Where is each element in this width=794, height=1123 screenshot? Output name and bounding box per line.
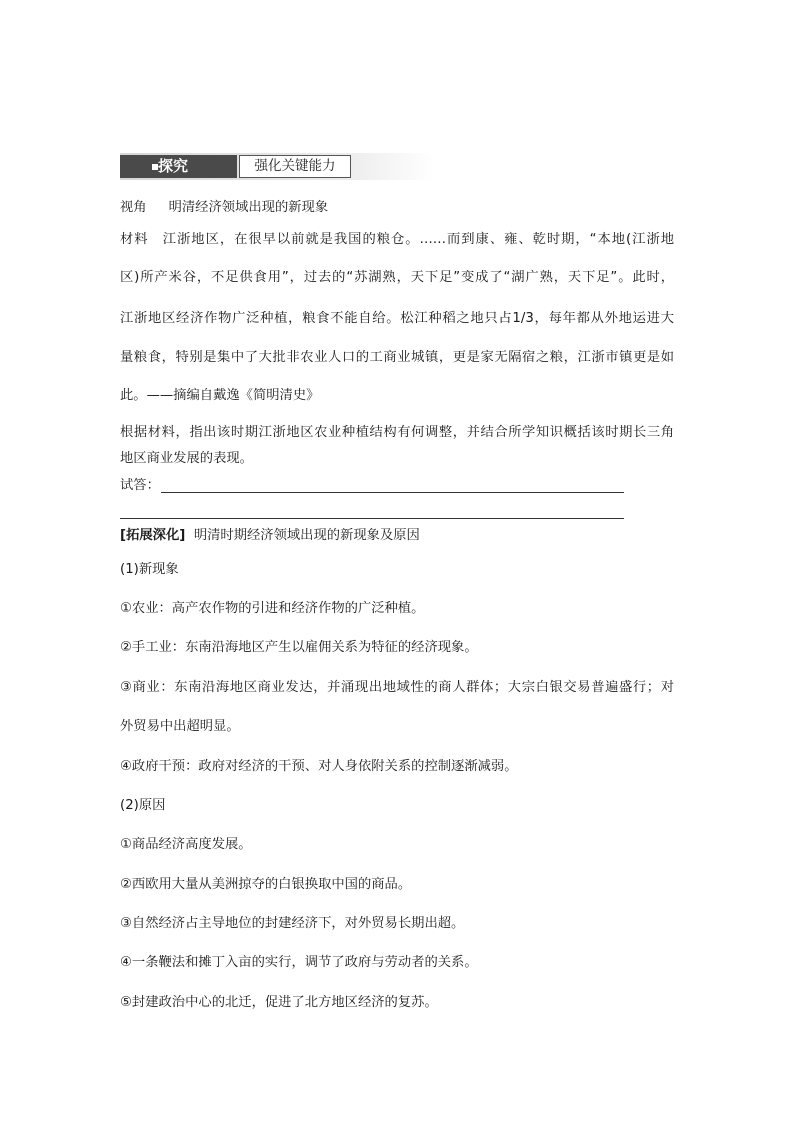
list-item: ③自然经济占主导地位的封建经济下，对外贸易长期出超。 xyxy=(120,916,465,931)
material-line: 量粮食，特别是集中了大批非农业人口的工商业城镇，更是家无隔宿之粮，江浙市镇更是如 xyxy=(120,350,674,365)
banner-dark-label xyxy=(120,155,237,178)
section-banner xyxy=(120,153,435,180)
list-item: ④政府干预：政府对经济的干预、对人身依附关系的控制逐渐减弱。 xyxy=(120,759,518,774)
list-item: 外贸易中出超明显。 xyxy=(120,719,240,734)
material-line: 材料 江浙地区，在很早以前就是我国的粮仓。……而到康、雍、乾时期，“本地(江浙地 xyxy=(120,232,674,247)
perspective-label: 视角 xyxy=(120,200,147,215)
expansion-title: 明清时期经济领域出现的新现象及原因 xyxy=(193,528,420,543)
answer-blank-line[interactable] xyxy=(161,492,624,493)
material-line: 江浙地区经济作物广泛种植，粮食不能自给。松江种稻之地只占1/3，每年都从外地运进大 xyxy=(120,311,674,326)
question-line: 根据材料，指出该时期江浙地区农业种植结构有何调整，并结合所学知识概括该时期长三角 xyxy=(120,425,674,440)
material-line: 区)所产米谷，不足供食用”，过去的“苏湖熟，天下足”变成了“湖广熟，天下足”。此时， xyxy=(120,270,674,285)
list-item: ①农业：高产农作物的引进和经济作物的广泛种植。 xyxy=(120,601,425,616)
expansion-label: [拓展深化] xyxy=(120,528,186,543)
list-item: ②手工业：东南沿海地区产生以雇佣关系为特征的经济现象。 xyxy=(120,640,478,655)
expansion-subheading: (2)原因 xyxy=(120,798,166,813)
list-item: ⑤封建政治中心的北迁，促进了北方地区经济的复苏。 xyxy=(120,995,438,1010)
expansion-subheading: (1)新现象 xyxy=(120,562,179,577)
perspective-heading xyxy=(120,199,328,217)
answer-label: 试答： xyxy=(120,478,160,493)
material-line: 此。——摘编自戴逸《简明清史》 xyxy=(120,388,320,403)
expansion-heading xyxy=(120,527,420,545)
square-bullet-icon xyxy=(152,164,158,170)
question-line: 地区商业发展的表现。 xyxy=(120,451,253,466)
banner-label: 探究 xyxy=(158,157,189,175)
list-item: ④一条鞭法和摊丁入亩的实行，调节了政府与劳动者的关系。 xyxy=(120,955,478,970)
list-item: ②西欧用大量从美洲掠夺的白银换取中国的商品。 xyxy=(120,877,412,892)
banner-sub-label: 强化关键能力 xyxy=(239,155,351,178)
list-item: ③商业：东南沿海地区商业发达，并涌现出地域性的商人群体；大宗白银交易普遍盛行；对 xyxy=(120,680,674,695)
perspective-title: 明清经济领域出现的新现象 xyxy=(168,200,329,215)
answer-blank-line[interactable] xyxy=(120,518,624,519)
list-item: ①商品经济高度发展。 xyxy=(120,837,252,852)
